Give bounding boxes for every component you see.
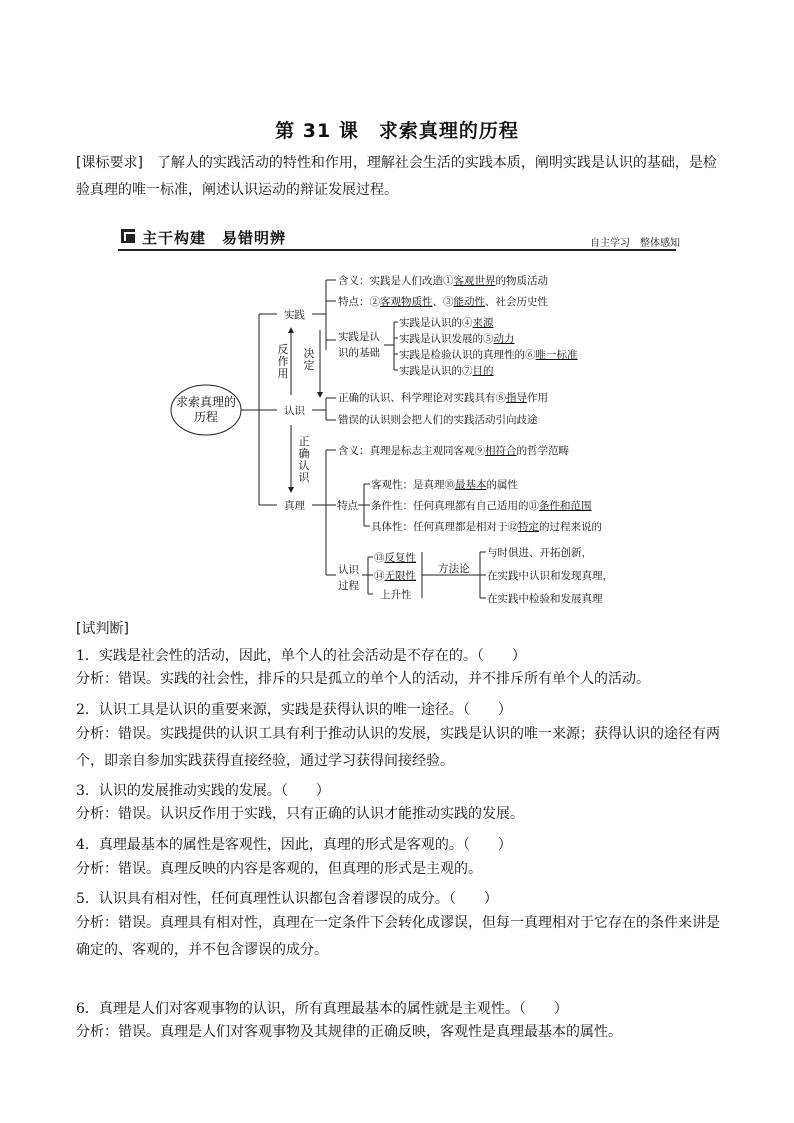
practice-meaning: 含义：实践是人们改造①客观世界的物质活动 (338, 275, 548, 287)
analysis-item: 分析：错误。真理是人们对客观事物及其规律的正确反映，客观性是真理最基本的属性。 (76, 1024, 622, 1040)
methodology-label: 方法论 (438, 563, 470, 575)
question-item: 1．实践是社会性的活动，因此，单个人的社会活动是不存在的。（ ） (76, 648, 526, 664)
trait-conditional: 条件性：任何真理都有自己适用的⑪条件和范围 (371, 500, 592, 512)
analysis-item: 分析：错误。实践提供的认识工具有利于推动认识的发展，实践是认识的唯一来源；获得认识的途径有两个，即亲自参加实践获得直接经验，通过学习获得间接经验。 (76, 726, 720, 769)
page-title: 第 31 课 求索真理的历程 (275, 120, 519, 142)
truth-process-label: 认识 过程 (338, 564, 359, 592)
analysis-item: 分析：错误。真理具有相对性，真理在一定条件下会转化成谬误，但每一真理相对于它存在的条件来讲是确定的、客观的，并不包含谬误的成分。 (76, 915, 720, 958)
method-item: 在实践中认识和发现真理， (487, 570, 613, 582)
practice-traits: 特点：②客观物质性、③能动性、社会历史性 (338, 296, 548, 308)
diagram-root: 求索真理的历程 (176, 395, 237, 424)
trait-concrete: 具体性：任何真理都是相对于⑫特定的过程来说的 (371, 521, 602, 533)
section-subtitle: 自主学习 整体感知 (590, 238, 680, 249)
node-cognition: 认识 (284, 405, 305, 417)
truth-meaning: 含义：真理是标志主观同客观⑨相符合的哲学范畴 (338, 445, 569, 457)
method-item: 与时俱进、开拓创新， (487, 547, 592, 559)
process-item: 上升性 (380, 589, 412, 601)
question-item: 2．认识工具是认识的重要来源，实践是获得认识的唯一途径。（ ） (76, 702, 512, 718)
analysis-item: 分析：错误。认识反作用于实践，只有正确的认识才能推动实践的发展。 (76, 806, 524, 822)
judge-label: [试判断] (76, 621, 129, 637)
question-item: 3．认识的发展推动实践的发展。（ ） (76, 783, 330, 799)
requirement-text: 了解人的实践活动的特性和作用，理解社会生活的实践本质，阐明实践是认识的基础，是检验真理的唯一标准，阐述认识运动的辩证发展过程。 (76, 155, 717, 198)
question-item: 6．真理是人们对客观事物的认识，所有真理最基本的属性就是主观性。（ ） (76, 1001, 568, 1017)
node-truth: 真理 (284, 500, 305, 512)
cognition-wrong: 错误的认识则会把人们的实践活动引向歧途 (338, 414, 538, 426)
label-correct-cognition: 正确认识 (298, 435, 310, 484)
truth-traits-label: 特点 (337, 500, 358, 512)
question-item: 5．认识具有相对性，任何真理性认识都包含着谬误的成分。（ ） (76, 891, 498, 907)
cognition-correct: 正确的认识、科学理论对实践具有⑧指导作用 (338, 392, 548, 404)
label-decide: 决定 (303, 347, 315, 372)
question-item: 4．真理最基本的属性是客观性，因此，真理的形式是客观的。（ ） (76, 837, 512, 853)
label-reaction: 反作用 (277, 343, 289, 380)
trait-objectivity: 客观性：是真理⑩最基本的属性 (371, 479, 518, 491)
analysis-item: 分析：错误。实践的社会性，排斥的只是孤立的单个人的活动，并不排斥所有单个人的活动。 (76, 671, 650, 687)
section-title: 主干构建 易错明辨 (142, 229, 287, 247)
basis-item: 实践是认识发展的⑤动力 (399, 333, 515, 345)
basis-item: 实践是认识的④来源 (399, 317, 494, 329)
basis-item: 实践是认识的⑦目的 (399, 365, 494, 377)
requirement-label: [课标要求] (76, 155, 143, 171)
node-practice: 实践 (284, 309, 305, 321)
analysis-item: 分析：错误。真理反映的内容是客观的，但真理的形式是主观的。 (76, 861, 482, 877)
process-item: ⑬反复性 (374, 552, 416, 564)
process-item: ⑭无限性 (374, 570, 416, 582)
basis-item: 实践是检验认识的真理性的⑥唯一标准 (399, 349, 578, 361)
practice-basis-label: 实践是认 识的基础 (338, 331, 380, 359)
method-item: 在实践中检验和发展真理 (487, 593, 603, 605)
